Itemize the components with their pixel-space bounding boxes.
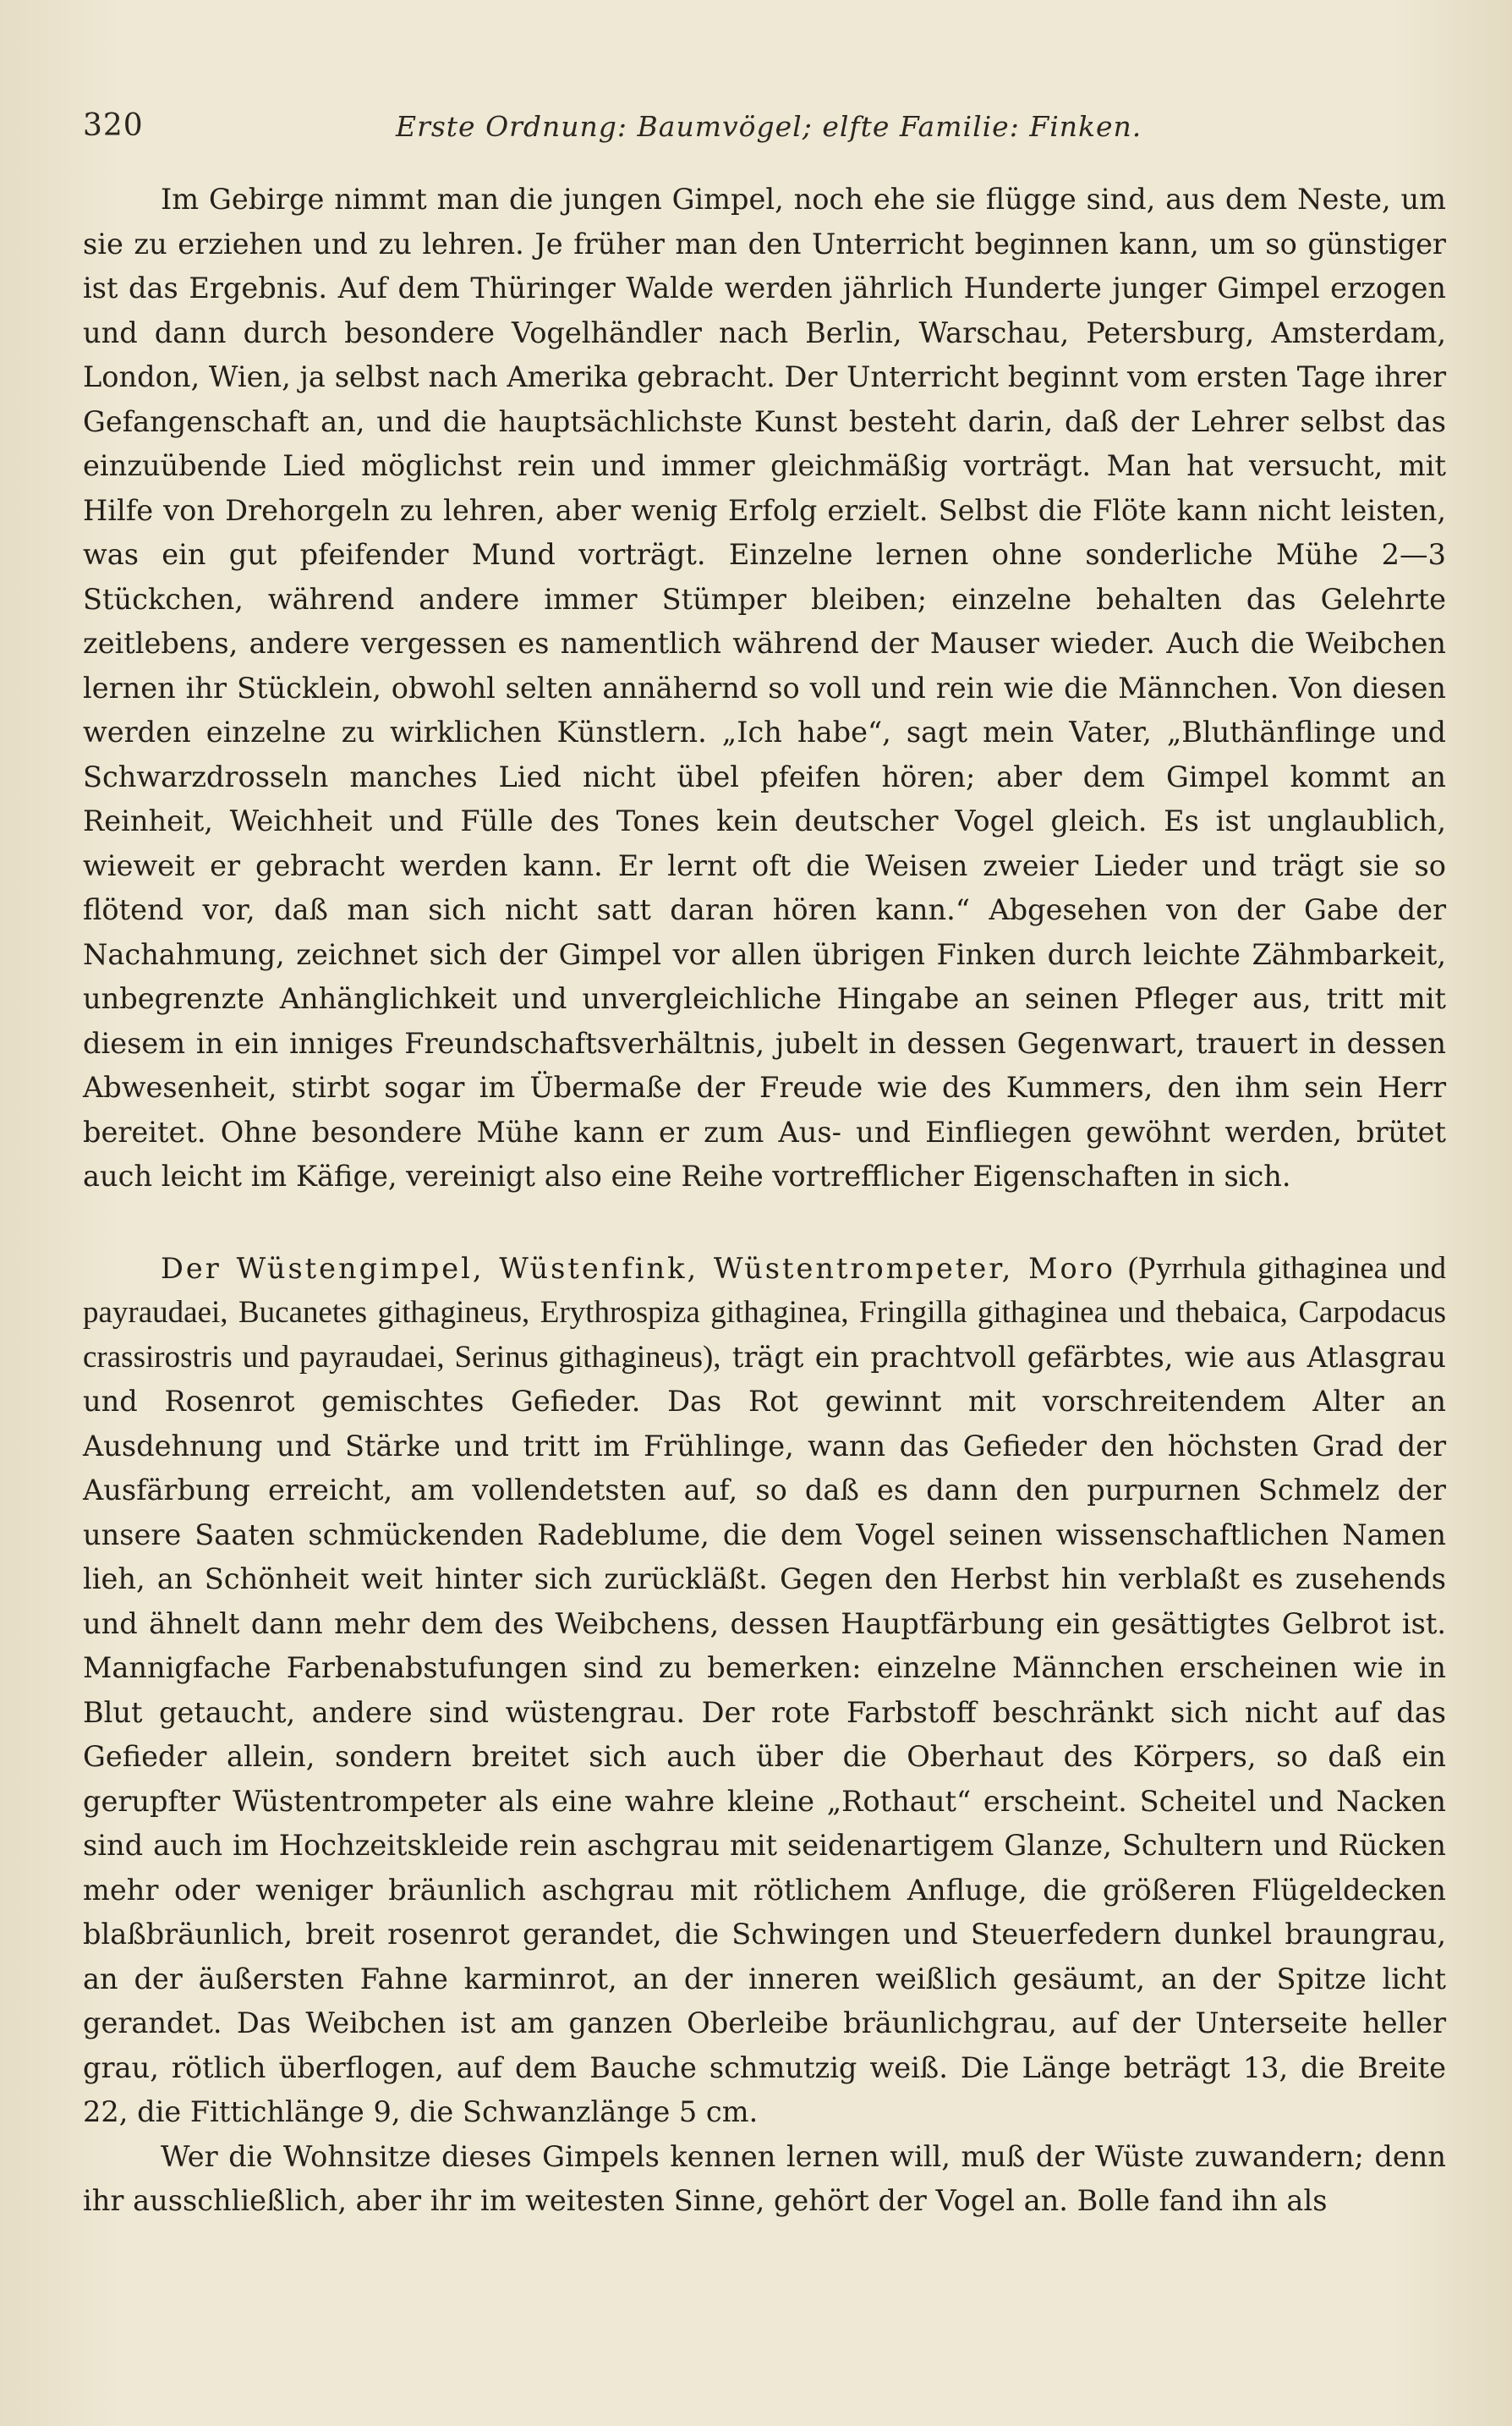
species-names: Der Wüstengimpel, Wüstenfink, Wüstentrompeter, Moro [161,1251,1116,1285]
habitat-text: Wer die Wohnsitze dieses Gimpels kennen lernen will, muß der Wüste zuwandern; denn ihr ausschließlich, aber ihr im weitesten Sinne, gehört der Vogel an. Bolle fand ihn als [83,2139,1446,2217]
running-title: Erste Ordnung: Baumvögel; elfte Familie: Finken. [396,110,1142,143]
paragraph-gimpel-training: Im Gebirge nimmt man die jungen Gimpel, noch ehe sie flügge sind, aus dem Neste, um sie zu erziehen und zu lehren. Je früher man den Unterricht beginnen kann, um so günstiger ist das Ergebnis. Auf dem Thüringer Walde werden jährlich Hunderte junger Gimpel erzogen und dann durch besondere Vogelhändler nach Berlin, Warschau, Petersburg, Amsterdam, London, Wien, ja selbst nach Amerika gebracht. Der Unterricht beginnt vom ersten Tage ihrer Gefangenschaft an, und die hauptsächlichste Kunst besteht darin, daß der Lehrer selbst das einzuübende Lied möglichst rein und immer gleichmäßig vorträgt. Man hat versucht, mit Hilfe von Drehorgeln zu lehren, aber wenig Erfolg erzielt. Selbst die Flöte kann nicht leisten, was ein gut pfeifender Mund vorträgt. Einzelne lernen ohne sonderliche Mühe 2—3 Stückchen, während andere immer Stümper bleiben; einzelne behalten das Gelehrte zeitlebens, andere vergessen es namentlich während der Mauser wieder. Auch die Weibchen lernen ihr Stücklein, obwohl selten annähernd so voll und rein wie die Männchen. Von diesen werden einzelne zu wirklichen Künstlern. „Ich habe“, sagt mein Vater, „Bluthänflinge und Schwarzdrosseln manches Lied nicht übel pfeifen hören; aber dem Gimpel kommt an Reinheit, Weichheit und Fülle des Tones kein deutscher Vogel gleich. Es ist unglaublich, wieweit er gebracht werden kann. Er lernt oft die Weisen zweier Lieder und trägt sie so flötend vor, daß man sich nicht satt daran hören kann.“ Abgesehen von der Gabe der Nachahmung, zeichnet sich der Gimpel vor allen übrigen Finken durch leichte Zähmbarkeit, unbegrenzte Anhänglichkeit und unvergleichliche Hingabe an seinen Pfleger aus, tritt mit diesem in ein inniges Freundschaftsverhältnis, jubelt in dessen Gegenwart, trauert in dessen Abwesenheit, stirbt sogar im Übermaße der Freude wie des Kummers, den ihm sein Herr bereitet. Ohne besondere Mühe kann er zum Aus- und Einfliegen gewöhnt werden, brütet auch leicht im Käfige, vereinigt also eine Reihe vortrefflicher Eigenschaften in sich. [83,183,1446,1193]
running-head [83,100,1444,151]
paragraph-habitat [83,2135,1446,2224]
latin-names: (Pyrrhula githaginea und payraudaei, Bucanetes githagineus, Erythrospiza githaginea, Fringilla githaginea und thebaica, Carpodacus crassirostris und payraudaei, Serinus githagineus), [83,1250,1446,1375]
plumage-description: trägt ein prachtvoll gefärbtes, wie aus Atlasgrau und Rosenrot gemischtes Gefieder. Das Rot gewinnt mit vorschreitendem Alter an Ausdehnung und Stärke und tritt im Frühlinge, wann das Gefieder den höchsten Grad der Ausfärbung erreicht, am vollendetsten auf, so daß es dann den purpurnen Schmelz der unsere Saaten schmückenden Radeblume, die dem Vogel seinen wissenschaftlichen Namen lieh, an Schönheit weit hinter sich zurückläßt. Gegen den Herbst hin verblaßt es zusehends und ähnelt dann mehr dem des Weibchens, dessen Hauptfärbung ein gesättigtes Gelbrot ist. Mannigfache Farbenabstufungen sind zu bemerken: einzelne Männchen erscheinen wie in Blut getaucht, andere sind wüstengrau. Der rote Farbstoff beschränkt sich nicht auf das Gefieder allein, sondern breitet sich auch über die Oberhaut des Körpers, so daß ein gerupfter Wüstentrompeter als eine wahre kleine „Rothaut“ erscheint. Scheitel und Nacken sind auch im Hochzeitskleide rein aschgrau mit seidenartigem Glanze, Schultern und Rücken mehr oder weniger bräunlich aschgrau mit rötlichem Anfluge, die größeren Flügeldecken blaßbräunlich, breit rosenrot gerandet, die Schwingen und Steuerfedern dunkel braungrau, an der äußersten Fahne karminrot, an der inneren weißlich gesäumt, an der Spitze licht gerandet. Das Weibchen ist am ganzen Oberleibe bräunlichgrau, auf der Unterseite heller grau, rötlich überflogen, auf dem Bauche schmutzig weiß. Die Länge beträgt 13, die Breite 22, die Fittichlänge 9, die Schwanzlänge 5 cm. [83,1340,1446,2128]
paragraph-wuestengimpel [83,1247,1446,2135]
body-text [83,178,1446,2224]
page-number: 320 [83,108,144,143]
